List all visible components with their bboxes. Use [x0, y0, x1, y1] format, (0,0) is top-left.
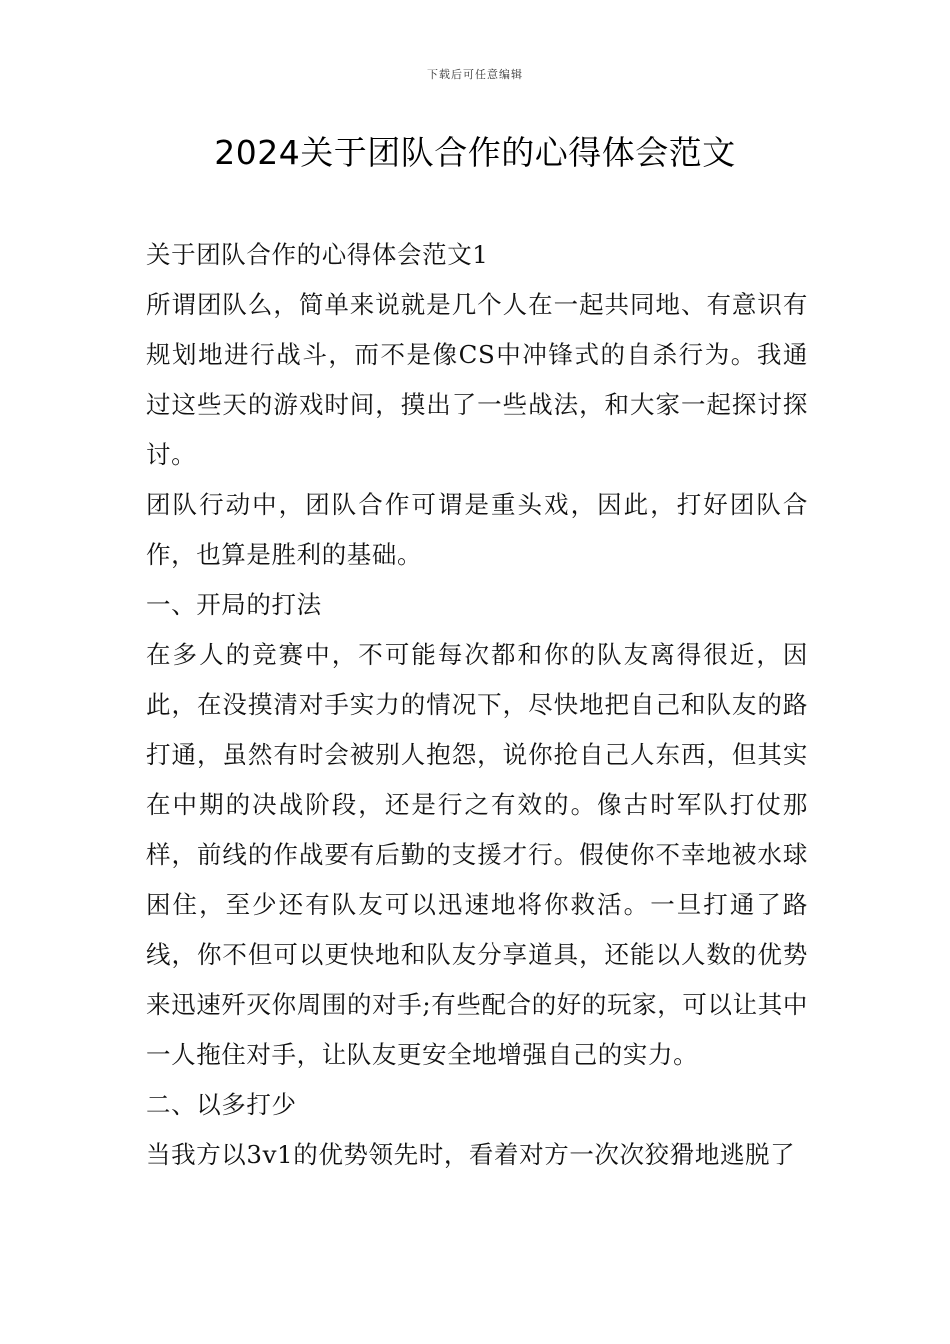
subheading: 二、以多打少 — [146, 1090, 297, 1119]
header-note: 下载后可任意编辑 — [427, 68, 523, 81]
paragraph: 团队行动中，团队合作可谓是重头戏，因此，打好团队合作，也算是胜利的基础。 — [146, 490, 808, 569]
document-title: 2024关于团队合作的心得体会范文 — [214, 133, 736, 172]
paragraph: 当我方以3v1的优势领先时，看着对方一次次狡猾地逃脱了 — [146, 1140, 796, 1169]
document-body — [146, 230, 808, 1180]
section-heading: 关于团队合作的心得体会范文1 — [146, 240, 489, 269]
paragraph: 在多人的竞赛中，不可能每次都和你的队友离得很近，因此，在没摸清对手实力的情况下，尽快地把自己和队友的路打通，虽然有时会被别人抱怨，说你抢自己人东西，但其实在中期的决战阶段，还是行之有效的。像古时军队打仗那样，前线的作战要有后勤的支援才行。假使你不幸地被水球困住，至少还有队友可以迅速地将你救活。一旦打通了路线，你不但可以更快地和队友分享道具，还能以人数的优势来迅速歼灭你周围的对手;有些配合的好的玩家，可以让其中一人拖住对手，让队友更安全地增强自己的实力。 — [146, 640, 808, 1069]
subheading: 一、开局的打法 — [146, 590, 322, 619]
paragraph: 所谓团队么，简单来说就是几个人在一起共同地、有意识有规划地进行战斗，而不是像CS中冲锋式的自杀行为。我通过这些天的游戏时间，摸出了一些战法，和大家一起探讨探讨。 — [146, 290, 808, 469]
